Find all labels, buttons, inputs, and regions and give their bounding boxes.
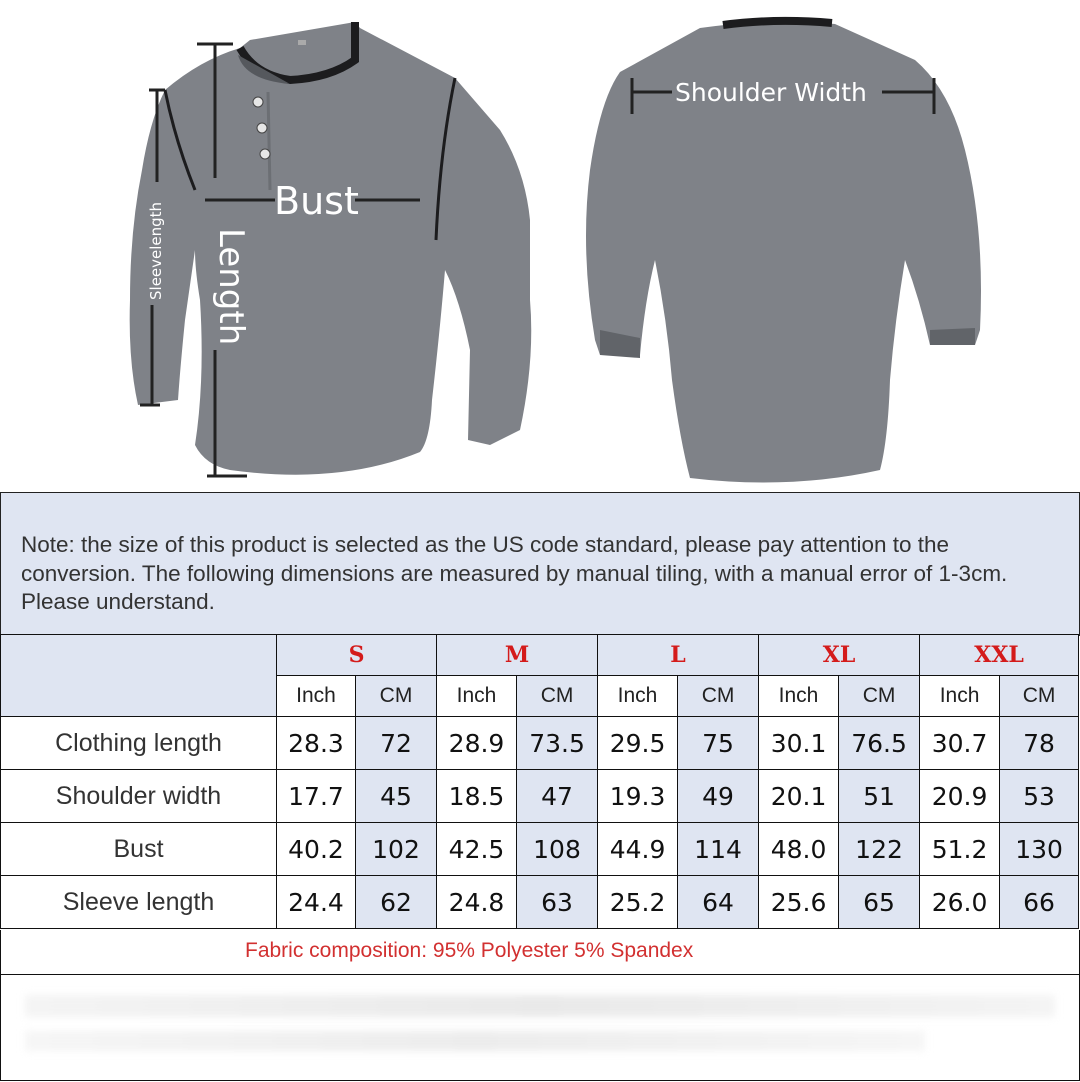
- cell-inch: 18.5: [437, 770, 517, 823]
- size-m-header: M: [437, 635, 598, 676]
- bust-label: Bust: [274, 179, 359, 223]
- cell-inch: 29.5: [598, 717, 678, 770]
- cell-inch: 51.2: [920, 823, 1000, 876]
- cell-inch: 44.9: [598, 823, 678, 876]
- cell-inch: 19.3: [598, 770, 678, 823]
- cell-cm: 65: [839, 876, 920, 929]
- cell-inch: 25.2: [598, 876, 678, 929]
- cell-inch: 30.1: [759, 717, 839, 770]
- cell-inch: 20.1: [759, 770, 839, 823]
- cell-cm: 53: [1000, 770, 1079, 823]
- cell-cm: 108: [517, 823, 598, 876]
- sleeve-length-label: Sleevelength: [147, 201, 165, 300]
- cell-inch: 48.0: [759, 823, 839, 876]
- cell-cm: 75: [678, 717, 759, 770]
- cell-cm: 51: [839, 770, 920, 823]
- unit-cm: CM: [839, 676, 920, 717]
- cell-cm: 78: [1000, 717, 1079, 770]
- cell-cm: 130: [1000, 823, 1079, 876]
- cell-inch: 42.5: [437, 823, 517, 876]
- cell-cm: 72: [356, 717, 437, 770]
- size-xl-header: XL: [759, 635, 920, 676]
- unit-cm: CM: [517, 676, 598, 717]
- unit-inch: Inch: [759, 676, 839, 717]
- cell-inch: 25.6: [759, 876, 839, 929]
- blurred-text-line: [25, 995, 1055, 1017]
- blurred-footer-area: [0, 975, 1080, 1081]
- cell-cm: 45: [356, 770, 437, 823]
- fabric-composition-text: Fabric composition: 95% Polyester 5% Spandex: [245, 939, 694, 962]
- size-l-header: L: [598, 635, 759, 676]
- unit-cm: CM: [1000, 676, 1079, 717]
- unit-cm: CM: [678, 676, 759, 717]
- unit-inch: Inch: [437, 676, 517, 717]
- size-header-row: [1, 635, 1079, 676]
- row-label-sleeve-length: Sleeve length: [1, 876, 277, 929]
- unit-inch: Inch: [598, 676, 678, 717]
- blurred-text-line: [25, 1031, 925, 1051]
- cell-inch: 28.3: [277, 717, 356, 770]
- cell-inch: 17.7: [277, 770, 356, 823]
- note-text: Note: the size of this product is selected as the US code standard, please pay attention to the conversion. The following dimensions are measured by manual tiling, with a manual error of 1-3cm. Please understand.: [21, 532, 1008, 614]
- cell-cm: 63: [517, 876, 598, 929]
- size-s-header: S: [277, 635, 437, 676]
- cell-inch: 24.4: [277, 876, 356, 929]
- cell-cm: 73.5: [517, 717, 598, 770]
- cell-inch: 30.7: [920, 717, 1000, 770]
- size-xxl-header: XXL: [920, 635, 1079, 676]
- cell-inch: 24.8: [437, 876, 517, 929]
- cell-cm: 47: [517, 770, 598, 823]
- table-row: [1, 717, 1079, 770]
- row-label-shoulder-width: Shoulder width: [1, 770, 277, 823]
- table-row: [1, 770, 1079, 823]
- cell-cm: 114: [678, 823, 759, 876]
- shoulder-width-label: Shoulder Width: [675, 78, 867, 107]
- table-row: [1, 876, 1079, 929]
- cell-cm: 122: [839, 823, 920, 876]
- cell-inch: 40.2: [277, 823, 356, 876]
- cell-cm: 62: [356, 876, 437, 929]
- cell-inch: 28.9: [437, 717, 517, 770]
- cell-inch: 20.9: [920, 770, 1000, 823]
- row-label-bust: Bust: [1, 823, 277, 876]
- size-chart-table: [0, 634, 1079, 929]
- measurement-diagram: [0, 0, 1080, 492]
- row-label-clothing-length: Clothing length: [1, 717, 277, 770]
- size-note: [0, 492, 1080, 636]
- unit-inch: Inch: [277, 676, 356, 717]
- cell-cm: 66: [1000, 876, 1079, 929]
- unit-inch: Inch: [920, 676, 1000, 717]
- cell-cm: 76.5: [839, 717, 920, 770]
- cell-cm: 102: [356, 823, 437, 876]
- cell-cm: 49: [678, 770, 759, 823]
- length-label: Length: [211, 228, 251, 346]
- table-row: [1, 823, 1079, 876]
- table-corner: [1, 635, 277, 717]
- front-shirt-image: [130, 22, 532, 475]
- fabric-composition-row: [0, 930, 1080, 975]
- cell-inch: 26.0: [920, 876, 1000, 929]
- cell-cm: 64: [678, 876, 759, 929]
- unit-cm: CM: [356, 676, 437, 717]
